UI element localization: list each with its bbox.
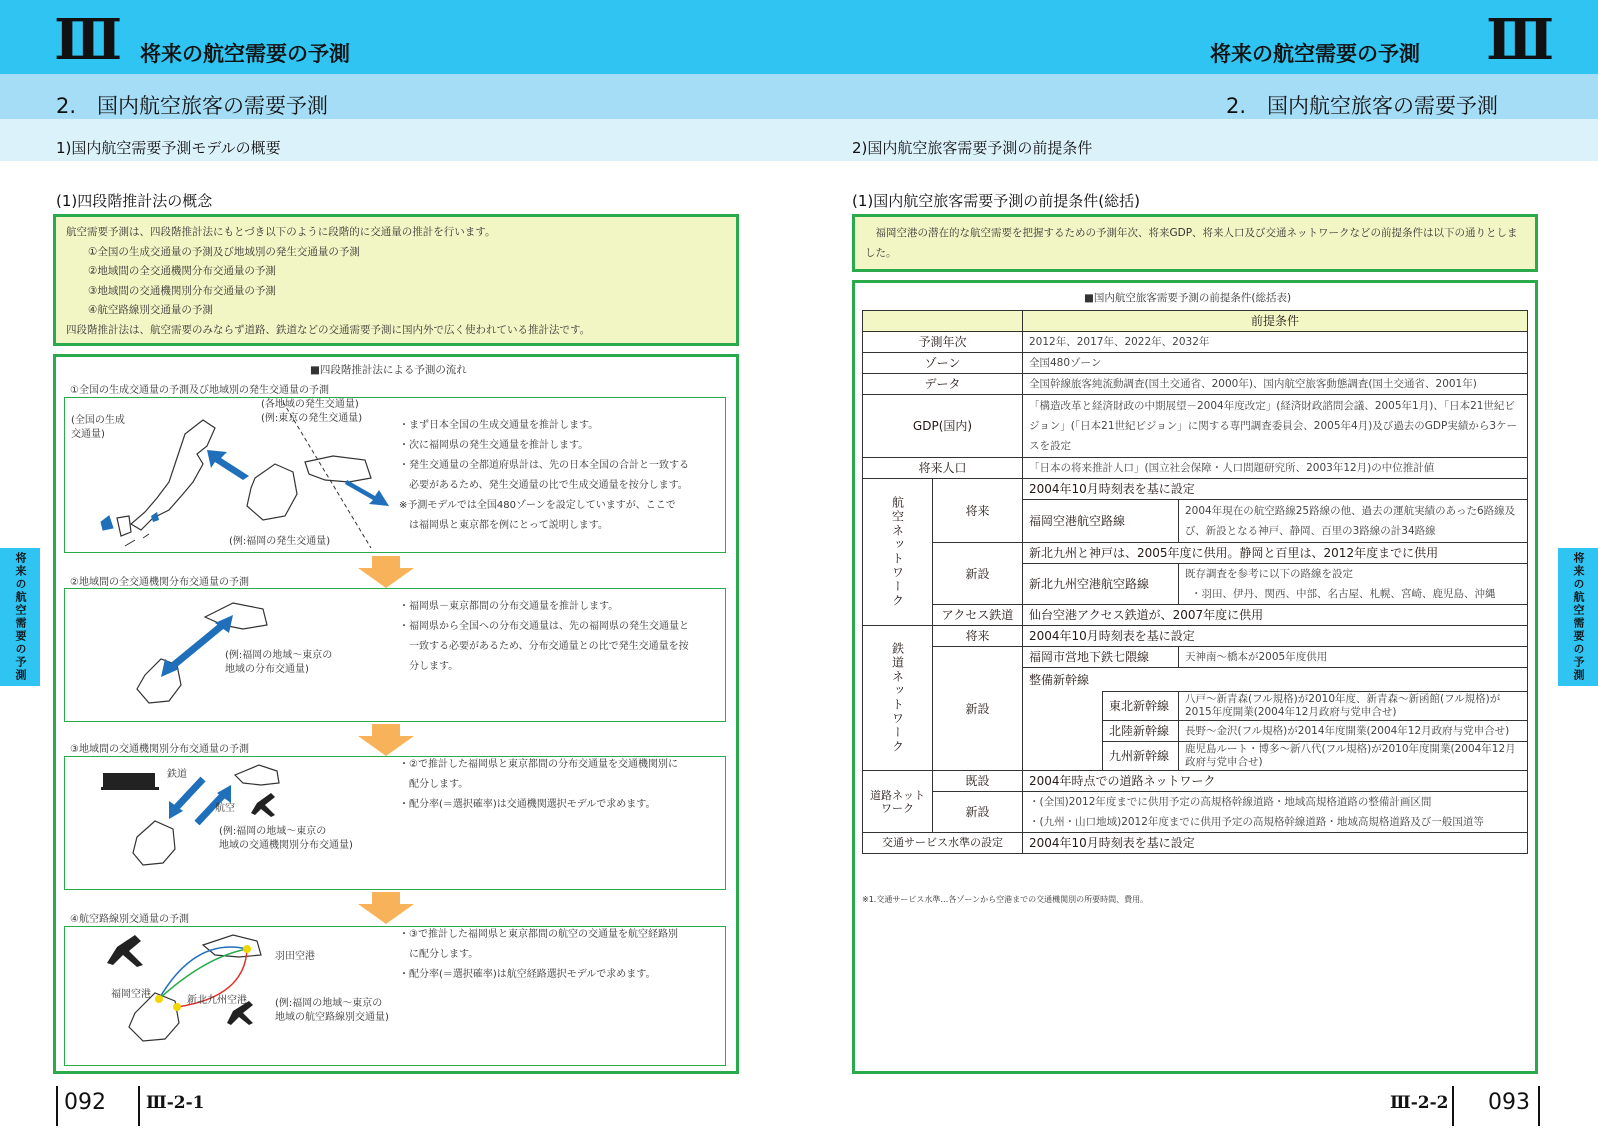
- intro-line: ①全国の生成交通量の予測及び地域別の発生交通量の予測: [88, 245, 360, 258]
- map-label: 羽田空港: [275, 951, 315, 962]
- chapter-roman-left: Ⅲ: [54, 7, 117, 73]
- intro-line: 航空需要予測は、四段階推計法にもとづき以下のように段階的に交通量の推計を行います。: [66, 226, 496, 238]
- map-label: (例:福岡の地域～東京の 地域の交通機関別分布交通量): [219, 826, 353, 851]
- row-label: 新設: [933, 543, 1023, 605]
- step-title: ③地域間の交通機関別分布交通量の予測: [70, 744, 249, 755]
- page-number-right: 093: [1488, 1090, 1530, 1115]
- subsection-title-left: 1)国内航空需要予測モデルの概要: [56, 139, 281, 157]
- arrow-icon: [203, 446, 255, 482]
- map-label: (例:福岡の地域～東京の 地域の航空路線別交通量): [275, 998, 389, 1023]
- footer-divider: [1538, 1086, 1540, 1126]
- table-header: 前提条件: [1023, 311, 1528, 332]
- note-line: ・福岡県から全国への分布交通量は、先の福岡県の発生交通量と: [399, 621, 689, 632]
- note-line: ・配分率(＝選択確率)は交通機関選択モデルで求めます。: [399, 799, 656, 810]
- section-title-left: 2. 国内航空旅客の需要予測: [56, 94, 329, 118]
- row-value: ・(全国)2012年度までに供用予定の高規格幹線道路・地域高規格道路の整備計画区間: [1023, 792, 1528, 813]
- row-value: 鹿児島ルート・博多～新八代(フル規格)が2010年度開業(2004年12月政府与党申合せ): [1179, 742, 1528, 771]
- row-sublabel: 九州新幹線: [1103, 742, 1179, 771]
- row-value: 2004年10月時刻表を基に設定: [1023, 833, 1528, 854]
- row-value: ・(九州・山口地域)2012年度までに供用予定の高規格幹線道路・地域高規格道路及び一般国道等: [1023, 812, 1528, 833]
- note-line: ・次に福岡県の発生交通量を推計します。: [399, 440, 589, 451]
- row-value: 2004年10月時刻表を基に設定: [1023, 626, 1528, 647]
- row-value: ・羽田、伊丹、関西、中部、名古屋、札幌、宮崎、鹿児島、沖縄: [1179, 584, 1528, 605]
- row-label: 予測年次: [863, 332, 1023, 353]
- left-intro-box: [53, 214, 739, 346]
- map-label: (各地域の発生交通量) (例:東京の発生交通量): [261, 399, 363, 424]
- table-footnote: ※1.交通サービス水準…各ゾーンから空港までの交通機関別の所要時間、費用。: [862, 895, 1149, 904]
- arrow-icon: [343, 474, 395, 510]
- intro-line: ④航空路線別交通量の予測: [88, 304, 213, 316]
- row-value: 既存調査を参考に以下の路線を設定: [1179, 564, 1528, 585]
- row-value: 全国480ゾーン: [1023, 353, 1528, 374]
- down-arrow-icon: [358, 892, 414, 924]
- down-arrow-icon: [358, 556, 414, 588]
- section-title-right: 2. 国内航空旅客の需要予測: [1226, 94, 1499, 118]
- map-label: (例:福岡の地域～東京の 地域の分布交通量): [225, 650, 333, 675]
- row-value: 「構造改革と経済財政の中期展望－2004年度改定」(経済財政諮問会議、2005年1月)、「日本21世紀ビジョン」(「日本21世紀ビジョン」に関する専門調査委員会、2005年4月)及び過去のGDP実績から3ケースを設定: [1023, 395, 1528, 458]
- row-value: 全国幹線旅客純流動調査(国土交通省、2000年)、国内航空旅客動態調査(国土交通省、2001年): [1023, 374, 1528, 395]
- row-value: 2004年10月時刻表を基に設定: [1023, 479, 1528, 500]
- right-intro-box: [852, 214, 1538, 272]
- note-line: に配分します。: [399, 949, 479, 960]
- step-notes: [399, 597, 689, 677]
- row-label: 新設: [933, 792, 1023, 833]
- rail-network-label: 鉄道ネットワーク: [890, 642, 905, 754]
- row-label: GDP(国内): [863, 395, 1023, 458]
- group-label: [863, 771, 933, 833]
- row-value: 八戸～新青森(フル規格)が2010年度、新青森～新函館(フル規格)が2015年度開業(2004年12月政府与党申合せ): [1179, 692, 1528, 721]
- note-line: ・福岡県－東京都間の分布交通量を推計します。: [399, 601, 619, 612]
- note-line: 必要があるため、発生交通量の比で生成交通量を按分します。: [399, 480, 688, 491]
- row-value: 2004年時点での道路ネットワーク: [1023, 771, 1528, 792]
- page-number-left: 092: [64, 1090, 106, 1115]
- row-sublabel: 福岡市営地下鉄七隈線: [1023, 647, 1179, 668]
- step-box-3: [64, 756, 726, 890]
- right-intro-text: 福岡空港の潜在的な航空需要を把握するための予測年次、将来GDP、将来人口及び交通ネットワークなどの前提条件は以下の通りとしました。: [865, 227, 1518, 259]
- page-code-left: Ⅲ-2-1: [146, 1093, 205, 1113]
- row-sublabel: 整備新幹線: [1023, 668, 1528, 692]
- row-label: 将来: [933, 479, 1023, 543]
- group-label: [863, 479, 933, 626]
- map-label: 新北九州空港: [187, 995, 247, 1006]
- group-label: [863, 626, 933, 771]
- note-line: 一致する必要があるため、分布交通量との比で発生交通量を按: [399, 641, 689, 652]
- row-value: 2004年現在の航空路線25路線の他、過去の運航実績のあった6路線及び、新設となる神戸、静岡、百里の3路線の計34路線: [1179, 500, 1528, 543]
- road-network-label: 道路ネットワーク: [870, 788, 925, 815]
- map-label: 福岡空港: [111, 989, 151, 1000]
- row-label: アクセス鉄道: [933, 605, 1023, 626]
- footer-divider: [56, 1086, 58, 1126]
- map-label: 鉄道: [167, 769, 187, 780]
- note-line: は福岡県と東京都を例にとって説明します。: [399, 520, 608, 531]
- note-line: ・③で推計した福岡県と東京都間の航空の交通量を航空経路別: [399, 929, 678, 940]
- row-value: 長野～金沢(フル規格)が2014年度開業(2004年12月政府与党申合せ): [1179, 721, 1528, 742]
- map-label: (例:福岡の発生交通量): [229, 536, 331, 547]
- row-label: 既設: [933, 771, 1023, 792]
- row-sublabel: 北陸新幹線: [1103, 721, 1179, 742]
- row-value: 新北九州と神戸は、2005年度に供用。静岡と百里は、2012年度までに供用: [1023, 543, 1528, 564]
- train-icon: [103, 773, 155, 787]
- footer-divider: [138, 1086, 140, 1126]
- flow-title: ■四段階推計法による予測の流れ: [310, 364, 467, 376]
- map-label: (全国の生成 交通量): [71, 415, 125, 440]
- row-value: 天神南～橋本が2005年度供用: [1179, 647, 1528, 668]
- row-label: データ: [863, 374, 1023, 395]
- row-label: 将来人口: [863, 458, 1023, 479]
- note-line: 配分します。: [399, 779, 469, 790]
- row-label: ゾーン: [863, 353, 1023, 374]
- airplane-icon: [251, 793, 275, 817]
- intro-line: ③地域間の交通機関別分布交通量の予測: [88, 284, 276, 297]
- row-sublabel: 東北新幹線: [1103, 692, 1179, 721]
- step-box-2: [64, 588, 726, 722]
- note-line: ・配分率(＝選択確率)は航空経路選択モデルで求めます。: [399, 969, 656, 980]
- side-tab-left[interactable]: 将来の航空需要の予測: [0, 548, 40, 686]
- row-value: 仙台空港アクセス鉄道が、2007年度に供用: [1023, 605, 1528, 626]
- down-arrow-icon: [358, 724, 414, 756]
- row-label: 交通サービス水準の設定: [863, 833, 1023, 854]
- note-line: ・発生交通量の全都道府県計は、先の日本全国の合計と一致する: [399, 460, 689, 471]
- right-heading: (1)国内航空旅客需要予測の前提条件(総括): [852, 192, 1140, 210]
- note-line: ・②で推計した福岡県と東京都間の分布交通量を交通機関別に: [399, 759, 678, 770]
- step-notes: [399, 925, 678, 985]
- row-value: 2012年、2017年、2022年、2032年: [1023, 332, 1528, 353]
- precondition-table: [862, 310, 1528, 854]
- step-box-4: [64, 926, 726, 1066]
- modal-split-illustration: [65, 757, 395, 889]
- side-tab-right[interactable]: 将来の航空需要の予測: [1558, 548, 1598, 686]
- map-label: 航空: [215, 803, 235, 814]
- row-label: 新設: [933, 647, 1023, 771]
- note-line: ・まず日本全国の生成交通量を推計します。: [399, 420, 599, 431]
- air-network-label: 航空ネットワーク: [890, 496, 905, 608]
- row-sublabel: 福岡空港航空路線: [1023, 500, 1179, 543]
- intro-line: ②地域間の全交通機関分布交通量の予測: [88, 265, 276, 277]
- airplane-icon: [107, 935, 143, 967]
- intro-line: 四段階推計法は、航空需要のみならず道路、鉄道などの交通需要予測に国内外で広く使われている推計法です。: [66, 323, 591, 336]
- step-title: ②地域間の全交通機関分布交通量の予測: [70, 577, 249, 588]
- note-line: 分します。: [399, 661, 459, 672]
- table-title: ■国内航空旅客需要予測の前提条件(総括表): [1084, 292, 1292, 304]
- row-sublabel: 新北九州空港航空路線: [1023, 564, 1179, 605]
- step-title: ①全国の生成交通量の予測及び地域別の発生交通量の予測: [70, 385, 329, 396]
- chapter-title-right: 将来の航空需要の予測: [1210, 42, 1420, 66]
- row-label: 将来: [933, 626, 1023, 647]
- note-line: ※予測モデルでは全国480ゾーンを設定していますが、ここで: [399, 500, 676, 511]
- step-notes: [399, 755, 678, 815]
- step-box-1: [64, 397, 726, 553]
- step-notes: [399, 416, 689, 536]
- page-code-right: Ⅲ-2-2: [1390, 1093, 1449, 1113]
- row-value: 「日本の将来推計人口」(国立社会保障・人口問題研究所、2003年12月)の中位推計値: [1023, 458, 1528, 479]
- subsection-title-right: 2)国内航空旅客需要予測の前提条件: [852, 139, 1093, 157]
- chapter-title-left: 将来の航空需要の予測: [140, 42, 350, 66]
- left-heading: (1)四段階推計法の概念: [56, 192, 213, 210]
- footer-divider: [1452, 1086, 1454, 1126]
- step-title: ④航空路線別交通量の予測: [70, 914, 189, 925]
- chapter-roman-right: Ⅲ: [1486, 7, 1549, 73]
